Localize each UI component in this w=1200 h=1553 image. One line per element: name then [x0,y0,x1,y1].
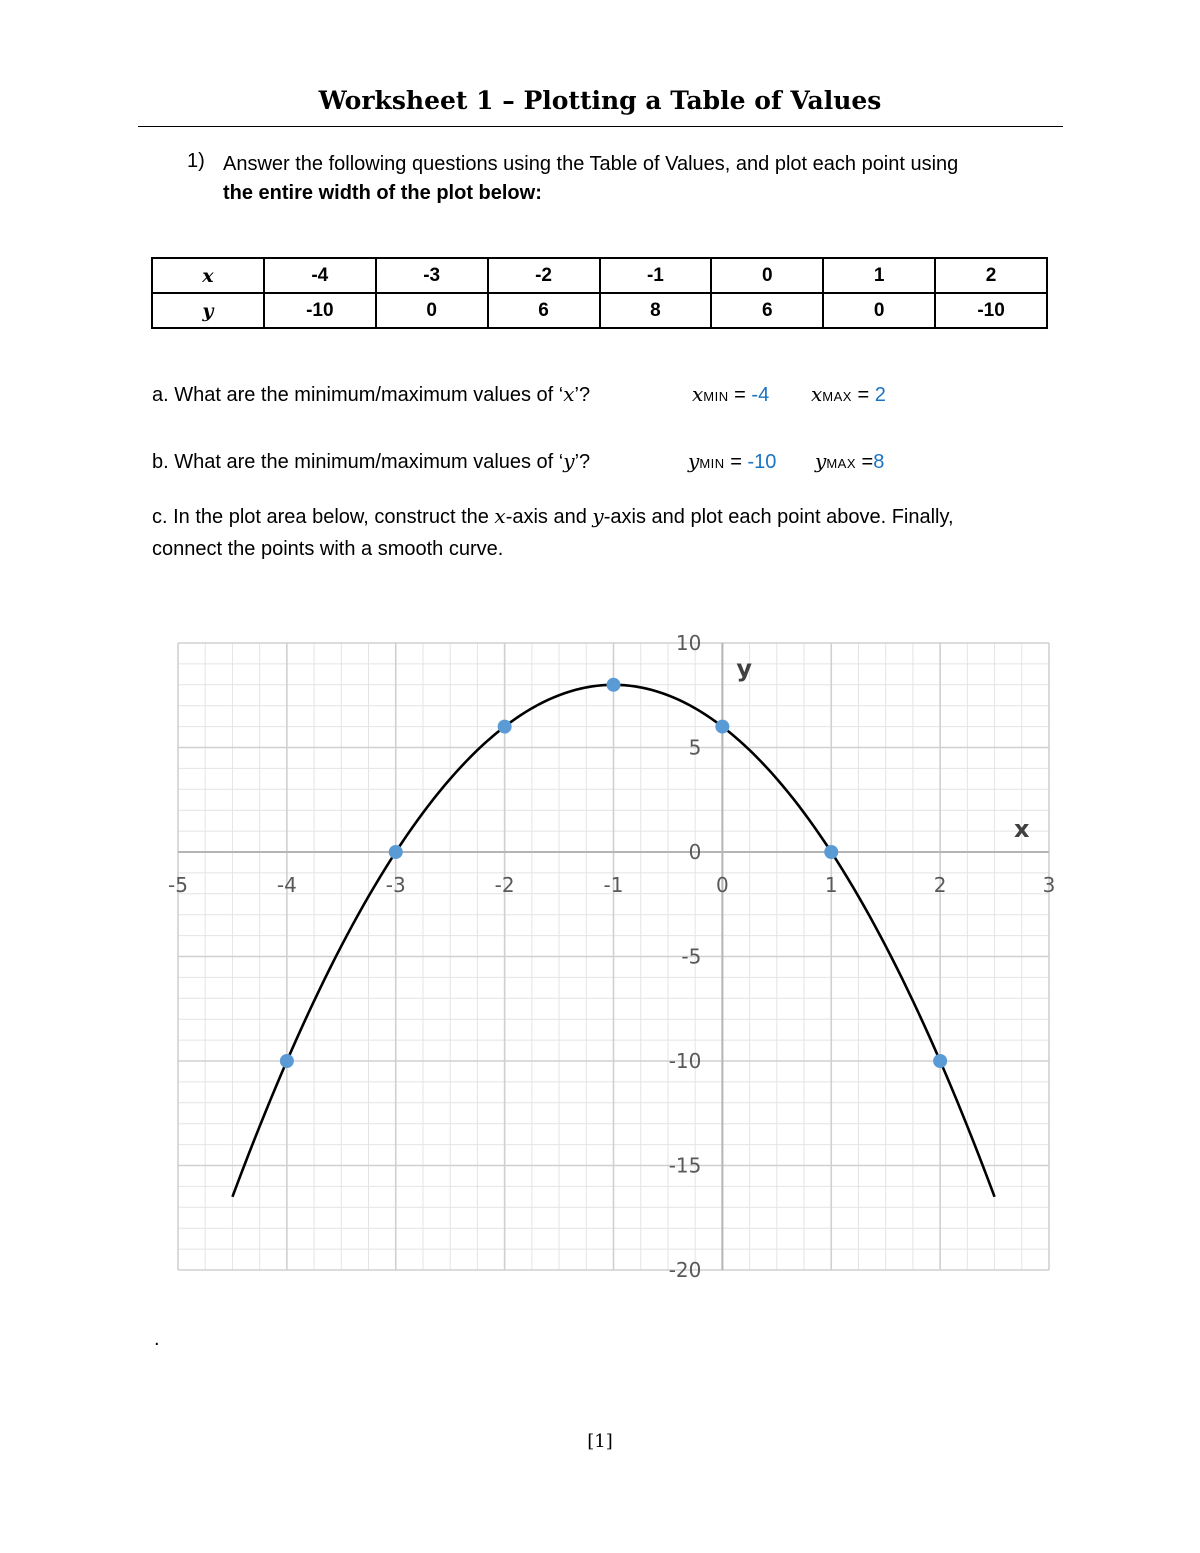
table-y-cell: 8 [600,293,712,328]
table-x-cell: -1 [600,258,712,293]
x-tick-label: 2 [933,873,947,897]
table-y-cell: 6 [711,293,823,328]
table-y-cell: 6 [488,293,600,328]
table-y-cell: -10 [264,293,376,328]
y-axis-title: y [736,654,752,683]
table-y-cell: -10 [935,293,1047,328]
page-number: [1] [587,1431,613,1452]
question-line-1: Answer the following questions using the Table of Values, and plot each point using [223,153,959,175]
part-a-question: a. What are the minimum/maximum values of ‘x’? [152,382,591,406]
part-c-line-1: c. In the plot area below, construct the x-axis and y-axis and plot each point above. Finally, [152,504,954,528]
part-c-line-2: connect the points with a smooth curve. [152,538,504,560]
data-point [280,1054,294,1068]
data-point [607,678,621,692]
x-tick-label: 3 [1042,873,1056,897]
table-y-cell: 0 [823,293,935,328]
x-tick-label: -4 [276,873,297,897]
worksheet-title: Worksheet 1 – Plotting a Table of Values [318,86,882,115]
data-point [498,720,512,734]
part-a-min-answer: xMIN = -4 [692,382,770,406]
x-tick-label: -1 [603,873,624,897]
data-point [389,845,403,859]
question-number: 1) [187,150,205,172]
table-y-cell: 0 [376,293,488,328]
table-x-cell: -4 [264,258,376,293]
y-tick-label: 10 [675,631,702,655]
part-b-max-answer: yMAX =8 [815,449,885,473]
table-x-cell: -3 [376,258,488,293]
y-tick-label: -15 [668,1153,702,1178]
x-tick-label: 1 [824,873,838,897]
part-a-max-answer: xMAX = 2 [811,382,886,406]
data-point [824,845,838,859]
table-x-cell: 2 [935,258,1047,293]
y-tick-label: 5 [688,735,702,760]
table-x-cell: 1 [823,258,935,293]
y-tick-label: -10 [668,1049,702,1073]
question-line-2: the entire width of the plot below: [223,182,542,204]
data-point [715,720,729,734]
y-tick-label: -5 [681,944,702,969]
x-axis-title: x [1014,815,1030,844]
x-tick-label: -2 [494,873,515,897]
trailing-dot: . [154,1328,160,1350]
y-tick-label: -20 [668,1258,702,1282]
table-x-cell: -2 [488,258,600,293]
data-point [933,1054,947,1068]
table-y-label: y [152,293,264,328]
part-b-min-answer: yMIN = -10 [688,449,777,473]
x-tick-label: -3 [385,873,406,897]
table-x-cell: 0 [711,258,823,293]
x-tick-label: -5 [168,873,188,897]
part-b-question: b. What are the minimum/maximum values of ‘y’? [152,449,591,473]
y-tick-label: 0 [688,840,702,864]
x-tick-label: 0 [716,873,729,897]
table-x-label: x [152,258,264,293]
